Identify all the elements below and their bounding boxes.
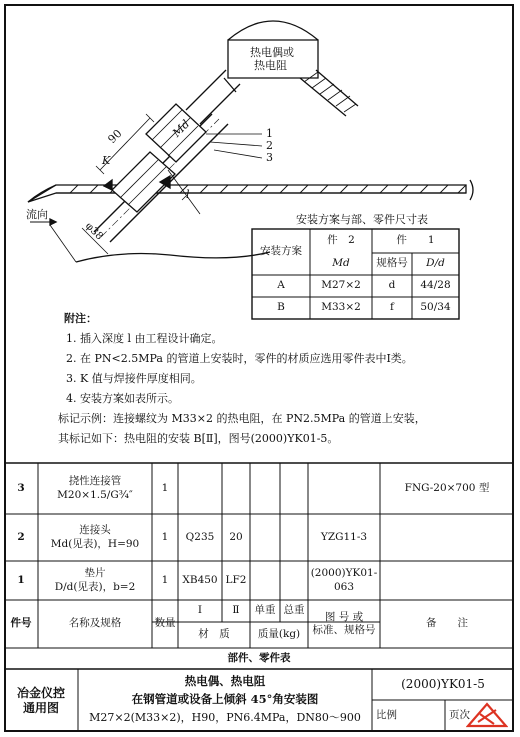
- hdr-mat2: Ⅱ: [232, 604, 240, 617]
- dim-d38-label: φ38: [83, 220, 105, 243]
- part-3-no: 3: [17, 481, 25, 494]
- col-part2-header: 件 2: [327, 234, 355, 247]
- part-3-qty: 1: [161, 481, 169, 494]
- hdr-no: 件号: [10, 617, 32, 630]
- title-line-3: M27×2(M33×2)，H90，PN6.4MPa，DN80～900: [89, 711, 361, 725]
- hdr-unit-weight: 单重: [254, 604, 276, 617]
- flow-label: 流向: [26, 208, 48, 221]
- row-b-dD: 50/34: [420, 301, 451, 314]
- part-1-std: (2000)YK01-063: [310, 567, 378, 593]
- row-a-scheme: A: [277, 279, 285, 292]
- dim-k-label: K: [102, 154, 111, 167]
- hdr-std: 图 号 或 标准、规格号: [312, 610, 376, 636]
- part-3-remark: FNG-20×700 型: [404, 481, 490, 494]
- part-callout-3: 3: [266, 151, 273, 164]
- marking-example-2: 其标记如下：热电阻的安装 B[Ⅱ]，图号(2000)YK01-5。: [58, 432, 339, 445]
- part-1-mat1: XB450: [182, 573, 218, 586]
- title-block-org: 冶金仪控 通用图: [16, 685, 65, 715]
- page-label: 页次: [449, 709, 470, 722]
- note-4: 4. 安装方案如表所示。: [66, 392, 179, 405]
- device-label-1: 热电偶或: [250, 46, 294, 59]
- row-b-scheme: B: [277, 301, 285, 314]
- hdr-weight: 质量(kg): [257, 628, 301, 641]
- dim-90-label: 90: [105, 126, 125, 147]
- part-callout-1: 1: [266, 127, 273, 140]
- hdr-material: 材 质: [198, 628, 230, 641]
- col-part1-header: 件 1: [396, 234, 435, 247]
- drawing-number: (2000)YK01-5: [401, 677, 485, 691]
- dim-l-label: l: [186, 188, 190, 201]
- note-1: 1. 插入深度 l 由工程设计确定。: [66, 332, 223, 345]
- part-2-std: YZG11-3: [320, 530, 368, 543]
- hdr-qty: 数量: [154, 617, 176, 630]
- hdr-total-weight: 总重: [283, 604, 305, 617]
- row-a-dD: 44/28: [420, 279, 451, 292]
- part-2-qty: 1: [161, 530, 169, 543]
- stamp-logo-icon: [466, 702, 508, 730]
- row-b-spec: f: [390, 301, 394, 314]
- part-1-mat2: LF2: [225, 573, 247, 586]
- row-a-spec: d: [388, 279, 396, 292]
- hdr-mat1: Ⅰ: [197, 604, 203, 617]
- install-table-title: 安装方案与部、零件尺寸表: [296, 213, 428, 226]
- title-line-1: 热电偶、热电阻: [184, 673, 266, 688]
- device-label-2: 热电阻: [254, 59, 287, 72]
- note-2: 2. 在 PN<2.5MPa 的管道上安装时，零件的材质应选用零件表中Ⅰ类。: [66, 352, 413, 365]
- part-2-mat1: Q235: [185, 530, 215, 543]
- part-2-name: 连接头 Md(见表)，H=90: [50, 524, 140, 550]
- parts-table-caption: 部件、零件表: [227, 651, 291, 664]
- part-1-name: 垫片 D/d(见表)，b=2: [54, 567, 136, 593]
- part-3-name: 挠性连接管 M20×1.5/G¾″: [57, 475, 133, 501]
- part-1-no: 1: [17, 573, 25, 586]
- row-a-md: M27×2: [321, 279, 361, 292]
- col-scheme-header: 安装方案: [260, 245, 302, 258]
- dim-md-label: Md: [170, 117, 193, 140]
- marking-example-1: 标记示例：连接螺纹为 M33×2 的热电阻，在 PN2.5MPa 的管道上安装，: [58, 412, 426, 425]
- part-1-qty: 1: [161, 573, 169, 586]
- col-spec-header: 规格号: [376, 257, 408, 270]
- notes-heading: 附注：: [64, 312, 97, 325]
- col-dD-header: D/d: [426, 257, 445, 270]
- hdr-remark: 备 注: [426, 617, 468, 630]
- part-callout-2: 2: [266, 139, 273, 152]
- row-b-md: M33×2: [321, 301, 361, 314]
- hdr-name: 名称及规格: [68, 617, 122, 630]
- note-3: 3. K 值与焊接件厚度相同。: [66, 372, 202, 385]
- col-part2-sub-header: Md: [332, 257, 350, 270]
- part-2-no: 2: [17, 530, 25, 543]
- title-line-2: 在钢管道或设备上倾斜 45°角安装图: [131, 691, 319, 706]
- scale-label: 比例: [376, 709, 397, 722]
- part-2-mat2: 20: [229, 530, 243, 543]
